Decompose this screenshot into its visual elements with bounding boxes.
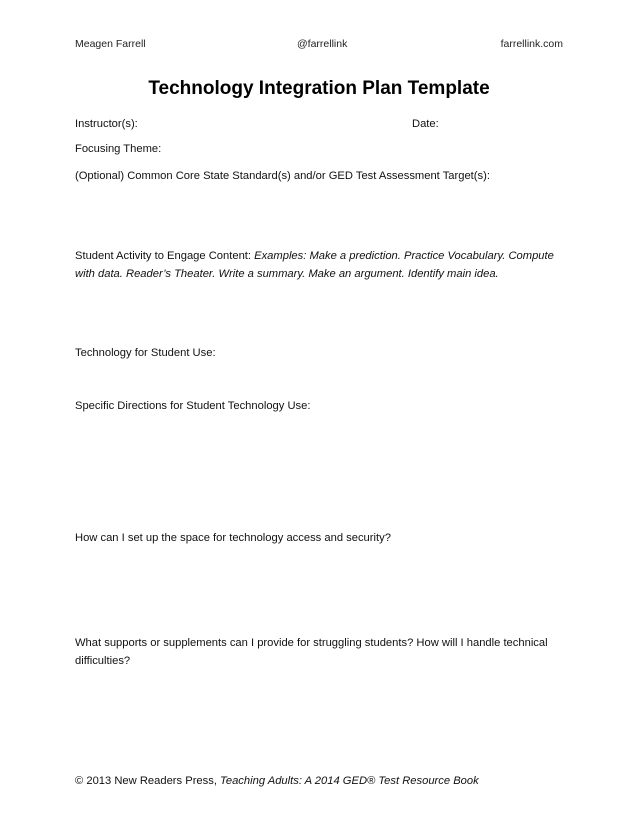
supports-label: What supports or supplements can I provide for struggling students? How will I handle technical difficulties? (75, 637, 548, 667)
space-setup-label: How can I set up the space for technology access and security? (75, 532, 391, 544)
header-website: farrellink.com (500, 38, 563, 50)
focusing-theme-label: Focusing Theme: (75, 143, 162, 155)
document-title: Technology Integration Plan Template (148, 78, 490, 99)
standards-label: (Optional) Common Core State Standard(s) and/or GED Test Assessment Target(s): (75, 170, 490, 182)
date-label: Date: (412, 118, 439, 130)
student-activity-examples: Examples: Make a prediction. Practice Vocabulary. Compute with data. Reader’s Theater. Write a summary. Make an argument. Identify main idea. (75, 250, 554, 280)
student-activity-field (75, 247, 565, 283)
footer-prefix: © 2013 New Readers Press, (75, 775, 221, 787)
student-activity-label: Student Activity to Engage Content: (75, 250, 255, 262)
header-author: Meagen Farrell (75, 38, 146, 50)
footer-book-title: Teaching Adults: A 2014 GED® Test Resource Book (220, 775, 479, 787)
specific-directions-label: Specific Directions for Student Technology Use: (75, 400, 311, 412)
instructors-label: Instructor(s): (75, 118, 138, 130)
header-handle: @farrellink (297, 38, 348, 50)
footer-copyright (75, 772, 479, 790)
technology-for-student-use-label: Technology for Student Use: (75, 347, 216, 359)
